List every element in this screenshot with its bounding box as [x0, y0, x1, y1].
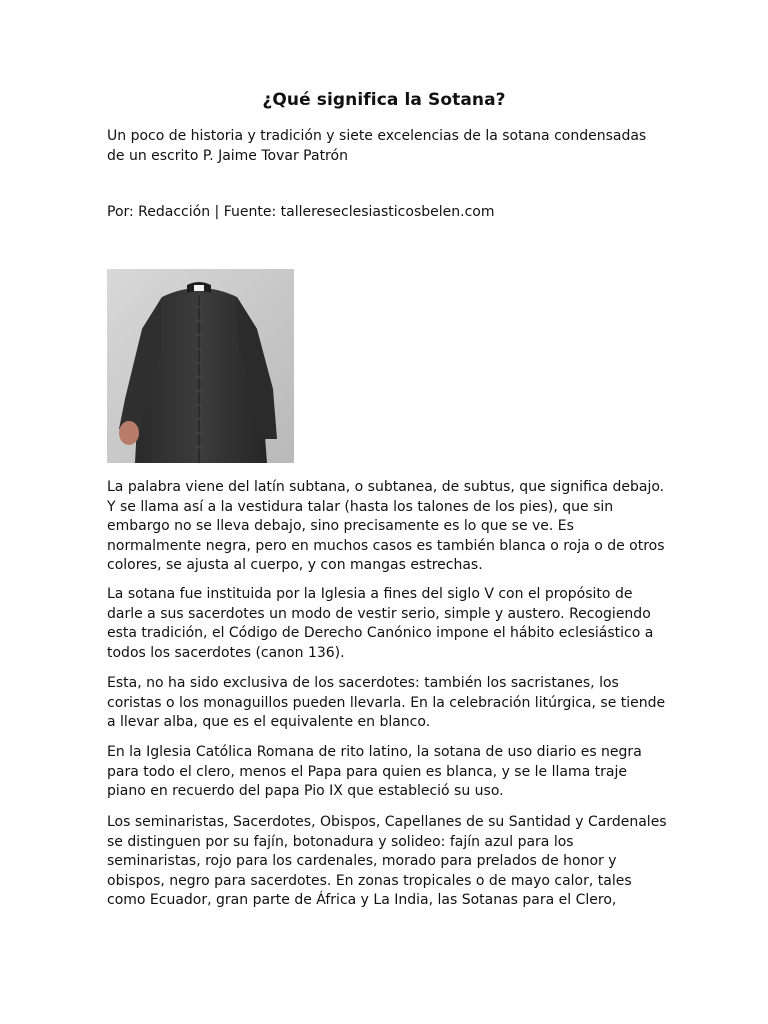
paragraph: La palabra viene del latín subtana, o subtanea, de subtus, que significa debajo. Y se llama así a la vestidura talar (hasta los talones de los pies), que sin embargo no se lleva debajo, sino precisamente es lo que se ve. Es normalmente negra, pero en muchos casos es también blanca o roja o de otros colores, se ajusta al cuerpo, y con mangas estrechas.: [107, 479, 665, 573]
cassock-photo: [107, 269, 294, 463]
paragraph: En la Iglesia Católica Romana de rito latino, la sotana de uso diario es negra para todo el clero, menos el Papa para quien es blanca, y se le llama traje piano en recuerdo del papa Pio IX que estableció su uso.: [107, 744, 642, 799]
byline: Por: Redacción | Fuente: tallereseclesiasticosbelen.com: [107, 204, 495, 220]
paragraph: La sotana fue instituida por la Iglesia a fines del siglo V con el propósito de darle a sus sacerdotes un modo de vestir serio, simple y austero. Recogiendo esta tradición, el Código de Derecho Canónico impone el hábito eclesiástico a todos los sacerdotes (canon 136).: [107, 586, 654, 661]
paragraph: Los seminaristas, Sacerdotes, Obispos, Capellanes de su Santidad y Cardenales se distinguen por su fajín, botonadura y solideo: fajín azul para los seminaristas, rojo para los cardenales, morado para prelados de honor y obispos, negro para sacerdotes. En zonas tropicales o de mayo calor, tales como Ecuador, gran parte de África y La India, las Sotanas para el Clero,: [107, 814, 667, 908]
document-title: ¿Qué significa la Sotana?: [262, 90, 506, 110]
document-subtitle: Un poco de historia y tradición y siete excelencias de la sotana condensadas de un escrito P. Jaime Tovar Patrón: [107, 128, 647, 164]
paragraph: Esta, no ha sido exclusiva de los sacerdotes: también los sacristanes, los coristas o los monaguillos pueden llevarla. En la celebración litúrgica, se tiende a llevar alba, que es el equivalente en blanco.: [107, 675, 666, 730]
